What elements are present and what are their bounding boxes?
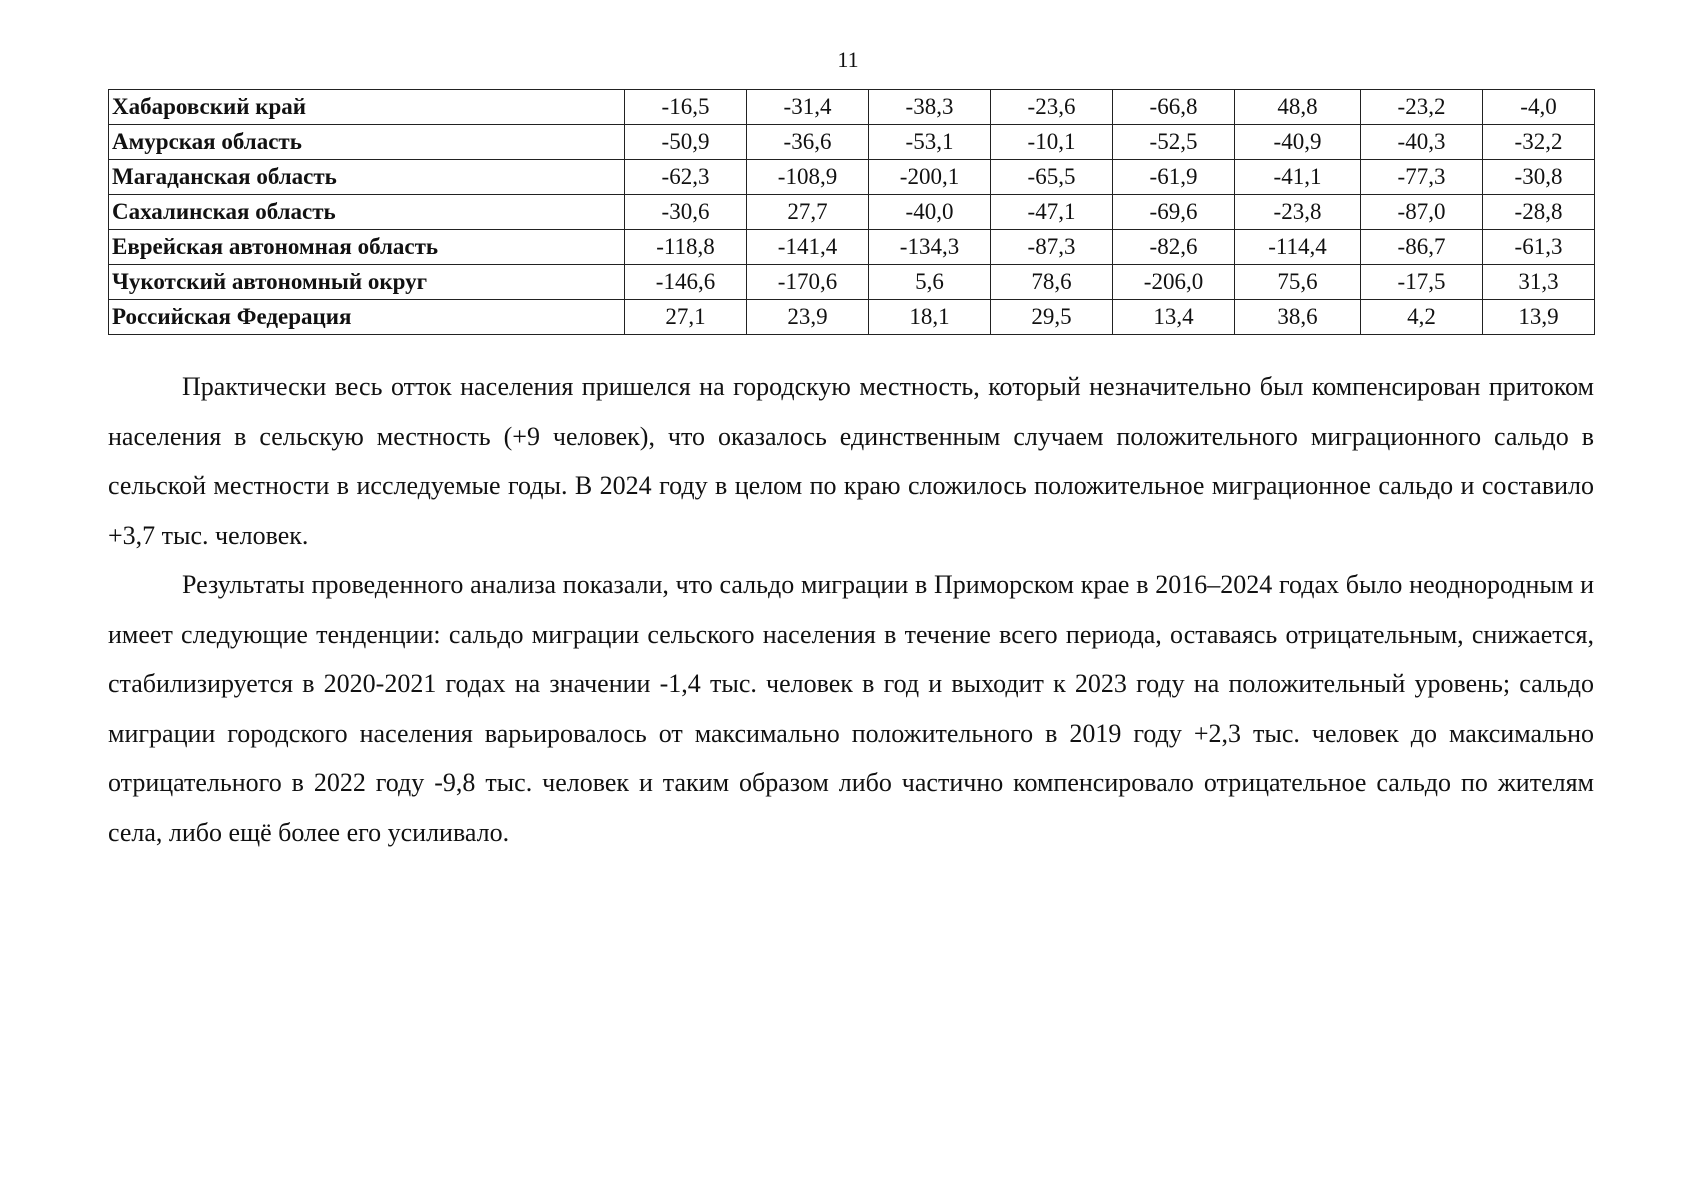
table-row — [109, 90, 1595, 125]
value-cell: -134,3 — [869, 230, 991, 265]
value-cell: 13,4 — [1113, 300, 1235, 335]
value-cell: -53,1 — [869, 125, 991, 160]
value-cell: -16,5 — [625, 90, 747, 125]
value-cell: -47,1 — [991, 195, 1113, 230]
value-cell: -4,0 — [1483, 90, 1595, 125]
paragraph-1: Практически весь отток населения пришелся на городскую местность, который незначительно был компенсирован притоком населения в сельскую местность (+9 человек), что оказалось единственным случаем положительного миграционного сальдо в сельской местности в исследуемые годы. В 2024 году в целом по краю сложилось положительное миграционное сальдо и составило +3,7 тыс. человек. — [108, 372, 1594, 550]
value-cell: 23,9 — [747, 300, 869, 335]
table-row — [109, 265, 1595, 300]
value-cell: -62,3 — [625, 160, 747, 195]
value-cell: 13,9 — [1483, 300, 1595, 335]
value-cell: 4,2 — [1361, 300, 1483, 335]
value-cell: -23,2 — [1361, 90, 1483, 125]
value-cell: -23,6 — [991, 90, 1113, 125]
value-cell: -69,6 — [1113, 195, 1235, 230]
value-cell: 29,5 — [991, 300, 1113, 335]
value-cell: -31,4 — [747, 90, 869, 125]
value-cell: 38,6 — [1235, 300, 1361, 335]
value-cell: -30,8 — [1483, 160, 1595, 195]
region-name-cell: Сахалинская область — [109, 195, 625, 230]
value-cell: -114,4 — [1235, 230, 1361, 265]
value-cell: -41,1 — [1235, 160, 1361, 195]
value-cell: -146,6 — [625, 265, 747, 300]
table-row — [109, 195, 1595, 230]
value-cell: -30,6 — [625, 195, 747, 230]
region-name-cell: Чукотский автономный округ — [109, 265, 625, 300]
table-row — [109, 300, 1595, 335]
value-cell: -82,6 — [1113, 230, 1235, 265]
value-cell: -17,5 — [1361, 265, 1483, 300]
body-text — [108, 362, 1594, 857]
value-cell: -206,0 — [1113, 265, 1235, 300]
value-cell: -23,8 — [1235, 195, 1361, 230]
region-name-cell: Российская Федерация — [109, 300, 625, 335]
value-cell: 75,6 — [1235, 265, 1361, 300]
value-cell: -10,1 — [991, 125, 1113, 160]
value-cell: 5,6 — [869, 265, 991, 300]
value-cell: -32,2 — [1483, 125, 1595, 160]
value-cell: -50,9 — [625, 125, 747, 160]
value-cell: -40,0 — [869, 195, 991, 230]
value-cell: -87,0 — [1361, 195, 1483, 230]
value-cell: -40,9 — [1235, 125, 1361, 160]
region-name-cell: Еврейская автономная область — [109, 230, 625, 265]
table-row — [109, 125, 1595, 160]
value-cell: -38,3 — [869, 90, 991, 125]
value-cell: -108,9 — [747, 160, 869, 195]
value-cell: -61,3 — [1483, 230, 1595, 265]
value-cell: 27,1 — [625, 300, 747, 335]
value-cell: -40,3 — [1361, 125, 1483, 160]
value-cell: -170,6 — [747, 265, 869, 300]
region-name-cell: Амурская область — [109, 125, 625, 160]
value-cell: -61,9 — [1113, 160, 1235, 195]
region-name-cell: Хабаровский край — [109, 90, 625, 125]
value-cell: -65,5 — [991, 160, 1113, 195]
table-body — [109, 90, 1595, 335]
value-cell: -87,3 — [991, 230, 1113, 265]
value-cell: -36,6 — [747, 125, 869, 160]
table-row — [109, 230, 1595, 265]
value-cell: 48,8 — [1235, 90, 1361, 125]
value-cell: 31,3 — [1483, 265, 1595, 300]
value-cell: -28,8 — [1483, 195, 1595, 230]
value-cell: -52,5 — [1113, 125, 1235, 160]
value-cell: 78,6 — [991, 265, 1113, 300]
value-cell: -141,4 — [747, 230, 869, 265]
value-cell: -66,8 — [1113, 90, 1235, 125]
region-name-cell: Магаданская область — [109, 160, 625, 195]
page-number: 11 — [837, 47, 859, 72]
value-cell: -77,3 — [1361, 160, 1483, 195]
paragraph-2: Результаты проведенного анализа показали, что сальдо миграции в Приморском крае в 2016–2024 годах было неоднородным и имеет следующие тенденции: сальдо миграции сельского населения в течение всего периода, оставаясь отрицательным, снижается, стабилизируется в 2020-2021 годах на значении -1,4 тыс. человек в год и выходит к 2023 году на положительный уровень; сальдо миграции городского населения варьировалось от максимально положительного в 2019 году +2,3 тыс. человек до максимально отрицательного в 2022 году -9,8 тыс. человек и таким образом либо частично компенсировало отрицательное сальдо по жителям села, либо ещё более его усиливало. — [108, 570, 1594, 847]
table-row — [109, 160, 1595, 195]
value-cell: 18,1 — [869, 300, 991, 335]
value-cell: -200,1 — [869, 160, 991, 195]
migration-balance-table — [108, 89, 1595, 335]
value-cell: -86,7 — [1361, 230, 1483, 265]
value-cell: -118,8 — [625, 230, 747, 265]
value-cell: 27,7 — [747, 195, 869, 230]
